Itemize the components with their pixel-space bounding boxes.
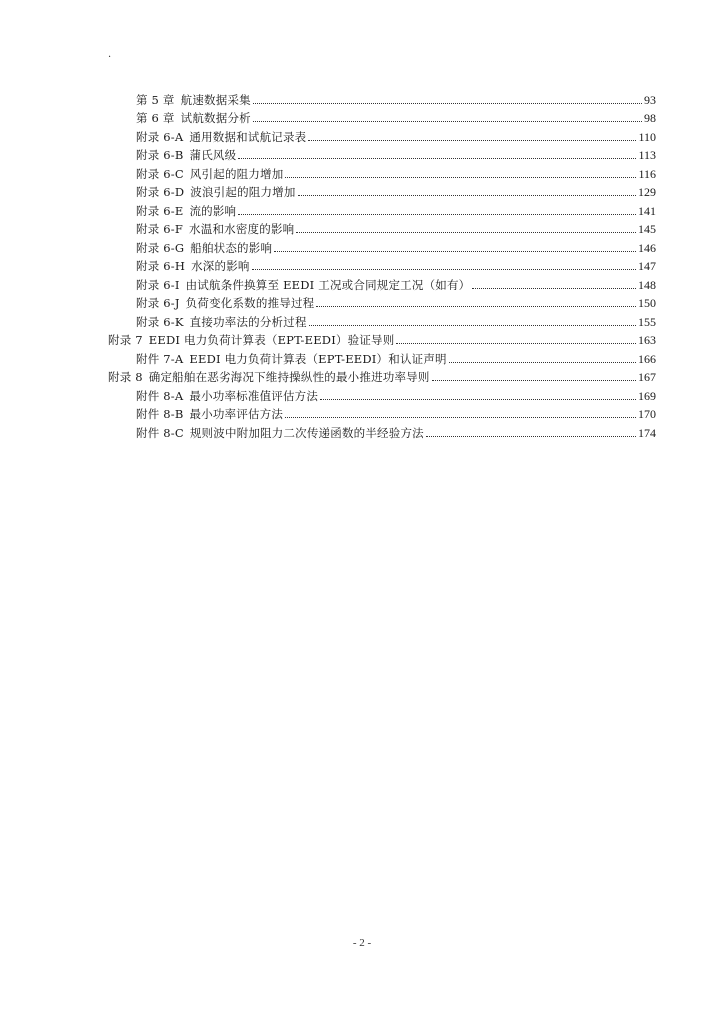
toc-entry-title: 船舶状态的影响: [190, 240, 273, 255]
toc-leader-dots: [253, 103, 642, 104]
toc-leader-dots: [285, 417, 636, 418]
toc-entry-prefix: 附录 6-I: [136, 277, 180, 292]
toc-entry-page: 155: [638, 314, 656, 329]
toc-entry-title: 风引起的阻力增加: [189, 166, 284, 181]
toc-entry[interactable]: [136, 88, 656, 107]
toc-entry-title: EEDI 电力负荷计算表（EPT-EEDI）和认证声明: [189, 351, 447, 366]
toc-entry-title: 试航数据分析: [180, 111, 251, 125]
toc-leader-dots: [285, 177, 636, 178]
toc-entry-page: 147: [638, 259, 656, 273]
toc-leader-dots: [298, 195, 636, 196]
toc-entry[interactable]: [136, 218, 656, 237]
toc-entry[interactable]: [136, 403, 656, 422]
toc-leader-dots: [253, 121, 642, 122]
toc-entry-title: 水温和水密度的影响: [189, 222, 295, 236]
toc-entry-title: 最小功率评估方法: [189, 407, 284, 421]
toc-entry-title: 蒲氏风级: [189, 148, 237, 162]
toc-entry-title: 由试航条件换算至 EEDI 工况或合同规定工况（如有）: [185, 277, 471, 292]
toc-entry-title: 航速数据采集: [180, 92, 251, 107]
toc-leader-dots: [296, 232, 636, 233]
toc-leader-dots: [472, 288, 636, 289]
toc-entry-prefix: 附件 7-A: [136, 351, 184, 366]
toc-entry-prefix: 附录 6-B: [136, 148, 184, 162]
toc-entry-prefix: 附录 6-D: [136, 185, 185, 199]
toc-leader-dots: [316, 306, 636, 307]
toc-entry-prefix: 附件 8-A: [136, 388, 184, 403]
toc-entry[interactable]: [136, 144, 656, 163]
toc-entry-title: 波浪引起的阻力增加: [190, 185, 296, 199]
toc-entry-page: 113: [638, 148, 656, 162]
toc-entry[interactable]: [136, 236, 656, 255]
toc-entry-prefix: 附录 6-E: [136, 203, 184, 218]
toc-entry-prefix: 附录 6-C: [136, 166, 184, 181]
toc-entry[interactable]: [136, 125, 656, 144]
toc-entry[interactable]: [136, 384, 656, 403]
page-number: - 2 -: [352, 937, 372, 949]
toc-leader-dots: [309, 325, 636, 326]
toc-entry-title: EEDI 电力负荷计算表（EPT-EEDI）验证导则: [148, 333, 395, 347]
toc-entry-title: 流的影响: [189, 203, 237, 218]
toc-entry-page: 150: [638, 296, 656, 310]
toc-entry-title: 通用数据和试航记录表: [189, 129, 307, 144]
toc-entry-prefix: 附录 6-J: [136, 296, 180, 310]
toc-entry-page: 129: [638, 185, 656, 199]
toc-entry-page: 148: [638, 277, 656, 292]
toc-entry-page: 163: [638, 333, 656, 347]
toc-entry-page: 145: [638, 222, 656, 236]
toc-entry-prefix: 第 6 章: [136, 111, 175, 125]
toc-entry-prefix: 附录 6-K: [136, 314, 184, 329]
toc-entry-page: 167: [638, 370, 656, 384]
toc-entry-page: 146: [638, 240, 656, 255]
toc-entry-prefix: 附录 6-G: [136, 240, 185, 255]
toc-leader-dots: [274, 251, 636, 252]
toc-entry-page: 141: [638, 203, 656, 218]
toc-entry-prefix: 附录 8: [108, 370, 143, 384]
toc-entry[interactable]: [136, 107, 656, 126]
toc-leader-dots: [238, 214, 636, 215]
toc-entry-page: 98: [644, 111, 656, 125]
toc-entry[interactable]: [136, 255, 656, 274]
toc-entry-page: 110: [638, 129, 656, 144]
toc-entry-prefix: 附件 8-B: [136, 407, 184, 421]
toc-entry-title: 规则波中附加阻力二次传递函数的半经验方法: [189, 425, 424, 440]
toc-entry-prefix: 附件 8-C: [136, 425, 184, 440]
toc-leader-dots: [308, 140, 636, 141]
toc-entry[interactable]: [136, 292, 656, 311]
toc-leader-dots: [426, 436, 636, 437]
toc-entry[interactable]: [108, 329, 656, 348]
toc-entry-prefix: 附录 6-A: [136, 129, 184, 144]
toc-entry-prefix: 附录 6-H: [136, 259, 186, 273]
toc-entry-page: 169: [638, 388, 656, 403]
toc-entry[interactable]: [136, 181, 656, 200]
toc-entry-prefix: 附录 7: [108, 333, 143, 347]
toc-leader-dots: [396, 343, 636, 344]
toc-entry-title: 确定船舶在恶劣海况下维持操纵性的最小推进功率导则: [148, 370, 430, 384]
toc-entry[interactable]: [136, 162, 656, 181]
toc-entry-title: 直接功率法的分析过程: [189, 314, 307, 329]
toc-entry-page: 166: [638, 351, 656, 366]
toc-leader-dots: [432, 380, 636, 381]
toc-entry-title: 水深的影响: [191, 259, 250, 273]
toc-leader-dots: [449, 362, 636, 363]
toc-entry[interactable]: [136, 273, 656, 292]
toc-entry-page: 170: [638, 407, 656, 421]
toc-entry-title: 最小功率标准值评估方法: [189, 388, 319, 403]
toc-entry[interactable]: [136, 310, 656, 329]
toc-entry-page: 93: [644, 92, 656, 107]
toc-entry-page: 116: [638, 166, 656, 181]
toc-entry[interactable]: [136, 421, 656, 440]
toc-entry-page: 174: [638, 425, 656, 440]
toc-leader-dots: [252, 269, 636, 270]
toc-entry[interactable]: [136, 347, 656, 366]
toc-entry[interactable]: [136, 199, 656, 218]
toc-entry[interactable]: [108, 366, 656, 385]
toc-entry-title: 负荷变化系数的推导过程: [185, 296, 315, 310]
toc-leader-dots: [320, 399, 636, 400]
toc-entry-prefix: 第 5 章: [136, 92, 175, 107]
corner-mark: ·: [108, 52, 112, 63]
toc-entry-prefix: 附录 6-F: [136, 222, 184, 236]
toc-leader-dots: [238, 158, 636, 159]
